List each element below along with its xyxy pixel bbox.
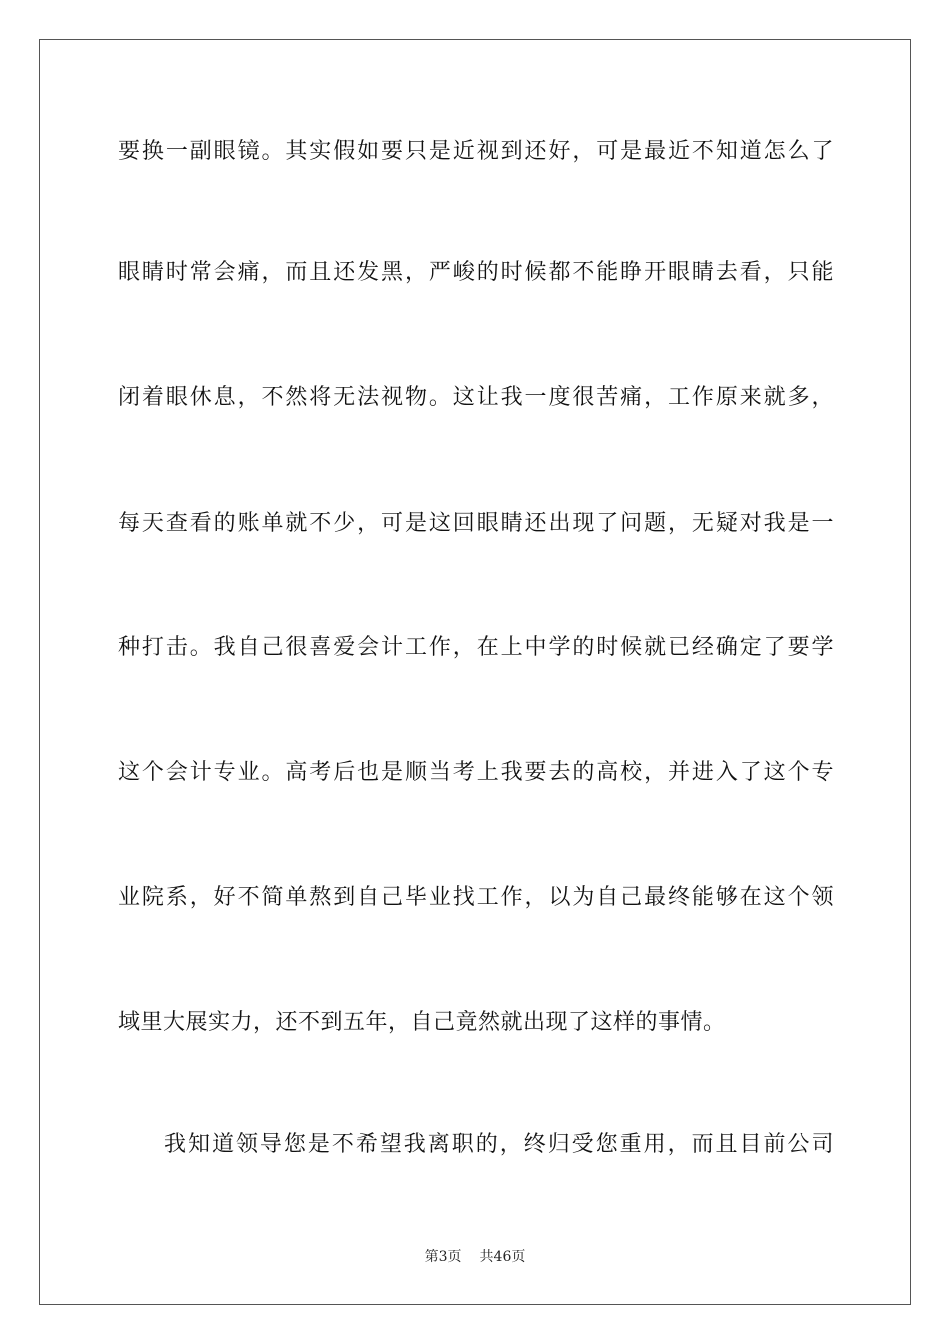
page-footer bbox=[0, 1248, 950, 1266]
page-number: 第3页 bbox=[424, 1249, 462, 1265]
text-line-8: 域里大展实力，还不到五年，自己竟然就出现了这样的事情。 bbox=[118, 1010, 726, 1035]
text-line-9: 我知道领导您是不希望我离职的，终归受您重用，而且目前公司 bbox=[164, 1132, 834, 1157]
text-line-4: 每天查看的账单就不少，可是这回眼睛还出现了问题，无疑对我是一 bbox=[118, 511, 834, 536]
text-line-3: 闭着眼休息，不然将无法视物。这让我一度很苦痛，工作原来就多， bbox=[118, 385, 834, 410]
text-line-2: 眼睛时常会痛，而且还发黑，严峻的时候都不能睁开眼睛去看，只能 bbox=[118, 260, 834, 285]
text-line-7: 业院系，好不简单熬到自己毕业找工作，以为自己最终能够在这个领 bbox=[118, 885, 834, 910]
page-total: 共46页 bbox=[479, 1249, 526, 1265]
page-border bbox=[39, 39, 911, 1305]
text-line-6: 这个会计专业。高考后也是顺当考上我要去的高校，并进入了这个专 bbox=[118, 760, 834, 785]
text-line-1: 要换一副眼镜。其实假如要只是近视到还好，可是最近不知道怎么了 bbox=[118, 139, 834, 164]
text-line-5: 种打击。我自己很喜爱会计工作，在上中学的时候就已经确定了要学 bbox=[118, 635, 834, 660]
